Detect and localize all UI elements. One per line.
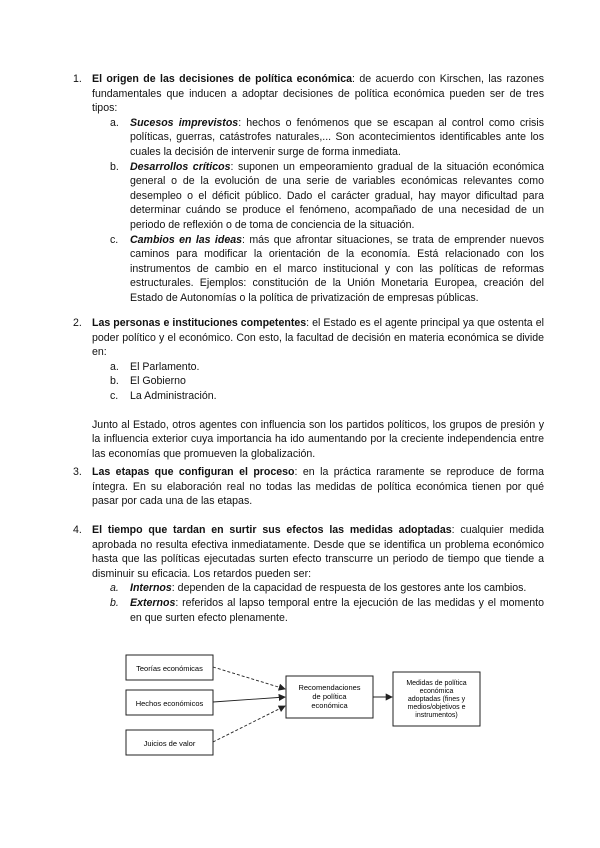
section-title: El tiempo que tardan en surtir sus efectos las medidas adoptadas — [92, 524, 452, 536]
item-text: El Parlamento. — [130, 360, 200, 373]
item-title: Internos — [130, 582, 172, 595]
box-hechos-label: Hechos económicos — [135, 699, 204, 708]
section-number: 4. — [73, 524, 82, 536]
item-label: b. — [110, 596, 119, 609]
item-text: : suponen un empeoramiento gradual de la situación económica general o de la evolución de una serie de variables económicas relevantes como desempleo o el déficit público. Dado el carácter gradual, hay mayor dificultad para determinar cuándo se produce el fenómeno, acompañado de una necesidad de un periodo de reflexión o de toma de conciencia de la situación. — [130, 160, 544, 231]
item-label: b. — [110, 160, 119, 173]
box-recomendaciones-label: Recomendaciones — [298, 683, 361, 692]
item-label: c. — [110, 389, 119, 402]
item-text: : dependen de la capacidad de respuesta de los gestores ante los cambios. — [171, 582, 527, 595]
section-text: : el Estado es el agente principal ya que ostenta el poder político y el económico. Con esto, la facultad de decisión en materia económica se divide en: — [92, 317, 544, 359]
item-title: Sucesos imprevistos — [130, 116, 239, 129]
section-text: : cualquier medida aprobada no resulta efectiva inmediatamente. Desde que se identifica un problema económico hasta que las políticas ejecutadas surten efecto transcurre un periodo de tiempo que tiende a disminuir su eficacia. Los retardos pueden ser: — [92, 524, 544, 580]
section-paragraph: Junto al Estado, otros agentes con influencia son los partidos políticos, los grupos de presión y la influencia exterior cuya importancia ha ido aumentando por la creciente independencia entre las economías que promueven la globalización. — [92, 418, 544, 460]
item-label: a. — [110, 360, 119, 373]
arrow-juicios — [213, 706, 285, 742]
arrow-teorias — [213, 667, 285, 689]
section-number: 3. — [73, 466, 82, 478]
box-medidas-label: económica — [419, 688, 454, 695]
item-title: Cambios en las ideas — [130, 233, 243, 246]
item-label: b. — [110, 375, 119, 388]
box-teorias-label: Teorías económicas — [136, 664, 203, 673]
item-text: : referidos al lapso temporal entre la ejecución de las medidas y el momento en que surten efecto plenamente. — [130, 596, 544, 624]
box-medidas-label: adoptadas (fines y — [407, 696, 466, 703]
item-text: : hechos o fenómenos que se escapan al control como crisis políticas, guerras, catástrofes naturales,... Son acontecimientos identificables ante los cuales la decisión de intervenir surge de forma inmediata. — [130, 116, 544, 158]
section-text: : en la práctica raramente se reproduce de forma íntegra. En su elaboración real no todas las medidas de política económica tienen por qué pasar por cada una de las etapas. — [92, 466, 544, 508]
item-label: c. — [110, 233, 119, 246]
item-title: Externos — [130, 596, 176, 609]
box-recomendaciones-label: económica — [311, 701, 348, 710]
section-title: El origen de las decisiones de política económica — [92, 73, 352, 85]
box-recomendaciones-label: de política — [312, 692, 347, 701]
item-label: a. — [110, 116, 119, 129]
item-title: Desarrollos críticos — [130, 160, 231, 173]
arrow-hechos — [213, 697, 285, 702]
section-number: 2. — [73, 317, 82, 329]
item-text: El Gobierno — [130, 375, 186, 388]
item-text: : más que afrontar situaciones, se trata de emprender nuevos caminos para modificar la orientación de la economía. Está relacionado con los instrumentos de cambio en el marco institucional y con las políticas de reformas estructurales. Ejemplos: constitución de la Unión Monetaria Europea, creación del Estado de Autonomías o la política de privatización de empresas públicas. — [130, 233, 544, 304]
section-text: : de acuerdo con Kirschen, las razones fundamentales que inducen a adoptar decisiones de política económica pueden ser de tres tipos: — [92, 73, 545, 115]
section-title: Las etapas que configuran el proceso — [92, 466, 295, 478]
box-medidas-label: Medidas de política — [406, 680, 467, 687]
item-label: a. — [110, 582, 119, 595]
section-title: Las personas e instituciones competentes — [92, 317, 307, 329]
item-text: La Administración. — [130, 389, 217, 402]
section-number: 1. — [73, 73, 82, 85]
box-medidas-label: medios/objetivos e — [407, 704, 466, 711]
box-juicios-label: Juicios de valor — [143, 739, 196, 748]
box-medidas-label: instrumentos) — [415, 712, 458, 719]
